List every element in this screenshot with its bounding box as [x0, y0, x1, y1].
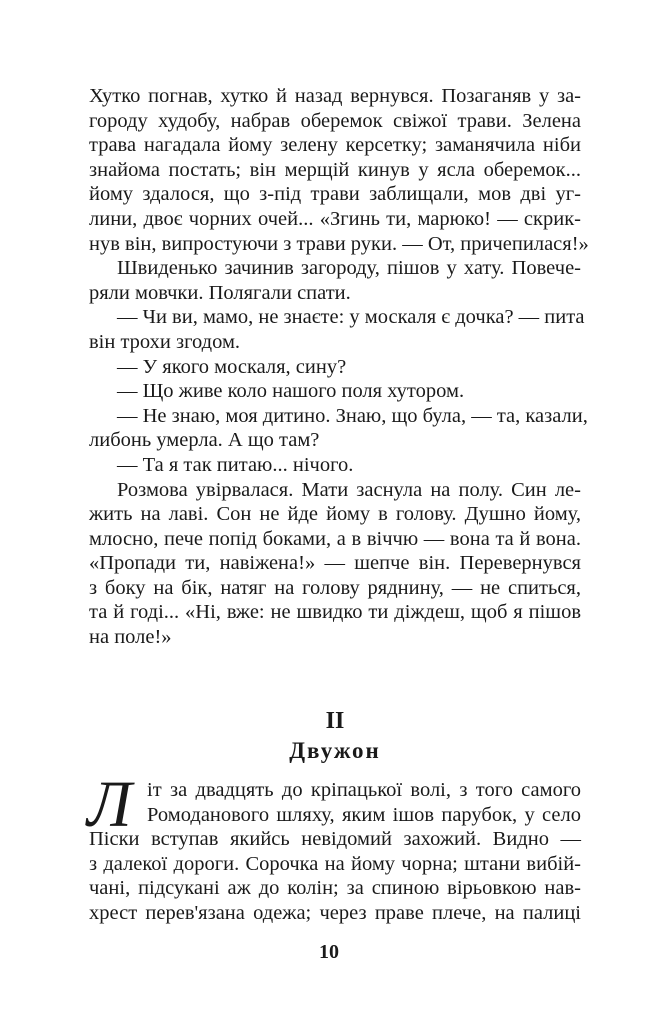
- paragraph: [89, 355, 581, 380]
- paragraph: [89, 453, 581, 478]
- page-number: 10: [319, 941, 339, 963]
- text-line: знайома постать; він мерщій кинув у ясла оберемок...: [89, 158, 581, 181]
- text-line: на поле!»: [89, 626, 172, 649]
- text-line: з боку на бік, натяг на голову ряднину, — не спиться,: [89, 576, 581, 599]
- chapter-text: [87, 768, 581, 926]
- text-line: «Пропади ти, навіжена!» — шепче він. Перевернувся: [89, 552, 581, 575]
- text-line: іт за двадцять до кріпацької волі, з того самого: [147, 779, 581, 801]
- text-line: трава нагадала йому зелену керсетку; заманячила ніби: [89, 134, 581, 157]
- text-line: Піски вступав якийсь невідомий захожий. Видно —: [89, 828, 581, 851]
- paragraph: [89, 379, 581, 404]
- drop-cap: Л: [87, 768, 132, 841]
- text-line: Розмова увірвалася. Мати заснула на полу. Син ле-: [117, 478, 581, 501]
- text-line: либонь умерла. А що там?: [89, 429, 320, 452]
- text-line: лини, двоє чорних очей... «Згинь ти, марюко! — скрик-: [89, 207, 581, 230]
- text-line: йому здалося, що з-під трави заблищали, мов дві уг-: [89, 183, 581, 206]
- paragraph: [89, 404, 588, 453]
- text-line: хрест перев'язана одежа; через праве плече, на палиці: [89, 901, 581, 924]
- text-line: чані, підсукані аж до колін; за спиною вірьовкою нав-: [89, 877, 581, 900]
- text-line: ряли мовчки. Полягали спати.: [89, 281, 351, 304]
- text-line: жить на лаві. Сон не йде йому в голову. Душно йому,: [89, 503, 581, 526]
- text-line: — У якого москаля, сину?: [117, 355, 347, 378]
- paragraph: [89, 305, 585, 354]
- text-line: та й годі... «Ні, вже: не швидко ти діждеш, щоб я пішов: [89, 601, 581, 624]
- text-line: Швиденько зачинив загороду, пішов у хату. Повече-: [117, 257, 581, 280]
- text-line: городу худобу, набрав оберемок свіжої трави. Зелена: [89, 109, 581, 132]
- chapter-title: Двужон: [289, 738, 381, 763]
- text-line: нув він, випростуючи з трави руки. — От, причепилася!»: [89, 232, 589, 255]
- text-line: він трохи згодом.: [89, 330, 241, 353]
- text-line: — Що живе коло нашого поля хутором.: [117, 380, 465, 403]
- text-line: — Не знаю, моя дитино. Знаю, що була, — та, казали,: [117, 404, 588, 427]
- chapter-number: II: [325, 708, 345, 734]
- text-block: [89, 84, 589, 650]
- paragraph: [89, 478, 581, 650]
- text-line: Ромоданового шляху, яким ішов парубок, у село: [147, 803, 581, 826]
- text-line: Хутко погнав, хутко й назад вернувся. Позаганяв у за-: [89, 85, 581, 107]
- text-line: — Чи ви, мамо, не знаєте: у москаля є дочка? — пита: [117, 306, 585, 329]
- text-line: — Та я так питаю... нічого.: [117, 453, 354, 476]
- text-line: млосно, пече попід боками, а в віччю — вона та й вона.: [89, 527, 581, 550]
- paragraph: [89, 256, 581, 305]
- page-body: [87, 84, 589, 924]
- paragraph: [89, 84, 589, 256]
- text-line: з далекої дороги. Сорочка на йому чорна; штани вибій-: [89, 852, 581, 875]
